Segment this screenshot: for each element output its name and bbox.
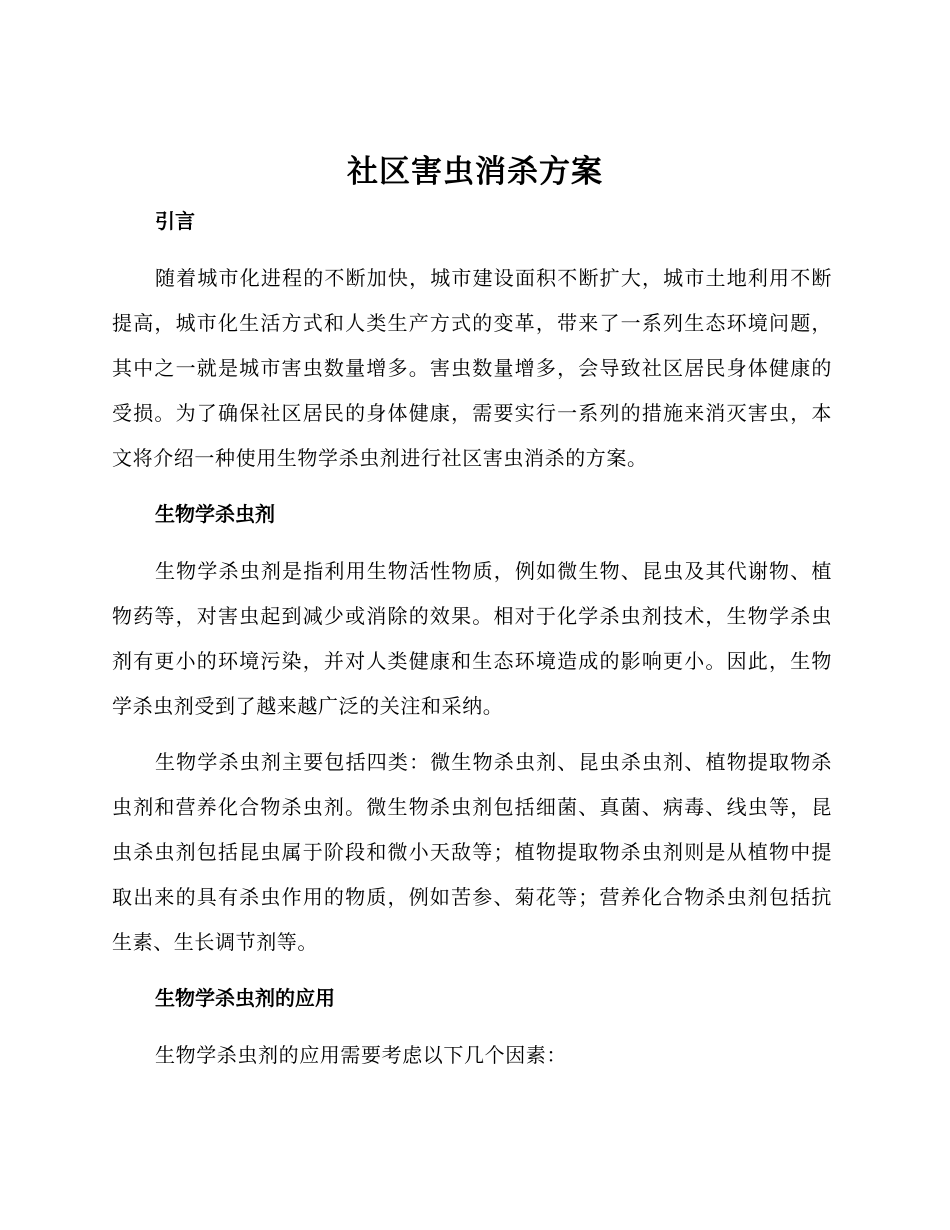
paragraph-intro: 随着城市化进程的不断加快，城市建设面积不断扩大，城市土地利用不断提高，城市化生活方式和人类生产方式的变革，带来了一系列生态环境问题，其中之一就是城市害虫数量增多。害虫数量增多，会导致社区居民身体健康的受损。为了确保社区居民的身体健康，需要实行一系列的措施来消灭害虫，本文将介绍一种使用生物学杀虫剂进行社区害虫消杀的方案。: [112, 266, 832, 470]
document-body: [112, 199, 832, 1078]
paragraph-bio-definition: 生物学杀虫剂是指利用生物活性物质，例如微生物、昆虫及其代谢物、植物药等，对害虫起到减少或消除的效果。相对于化学杀虫剂技术，生物学杀虫剂有更小的环境污染，并对人类健康和生态环境造成的影响更小。因此，生物学杀虫剂受到了越来越广泛的关注和采纳。: [112, 559, 832, 718]
section-heading-application: 生物学杀虫剂的应用: [155, 986, 335, 1010]
paragraph-application-factors: 生物学杀虫剂的应用需要考虑以下几个因素：: [155, 1043, 567, 1067]
section-heading-bio-insecticide: 生物学杀虫剂: [155, 502, 275, 526]
section-heading-intro: 引言: [155, 209, 195, 233]
paragraph-bio-categories: 生物学杀虫剂主要包括四类：微生物杀虫剂、昆虫杀虫剂、植物提取物杀虫剂和营养化合物杀虫剂。微生物杀虫剂包括细菌、真菌、病毒、线虫等，昆虫杀虫剂包括昆虫属于阶段和微小天敌等；植物提取物杀虫剂则是从植物中提取出来的具有杀虫作用的物质，例如苦参、菊花等；营养化合物杀虫剂包括抗生素、生长调节剂等。: [112, 750, 832, 954]
document-title: 社区害虫消杀方案: [347, 154, 603, 190]
